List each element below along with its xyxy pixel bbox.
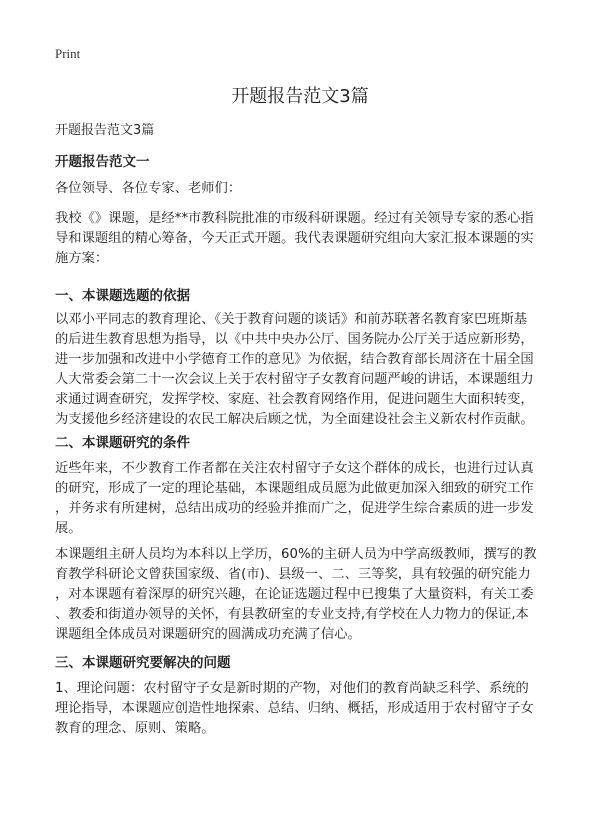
line: ，并务求有所建树，总结出成功的经验并推而广之，促进学生综合素质的进一步发 bbox=[55, 501, 534, 516]
paragraph-2 bbox=[55, 310, 534, 430]
paragraph-4 bbox=[55, 545, 537, 645]
line: 本课题组主研人员均为本科以上学历，60%的主研人员为中学高级教师，撰写的教 bbox=[55, 547, 537, 562]
greeting: 各位领导、各位专家、老师们： bbox=[55, 181, 242, 196]
line: ，对本课题有着深厚的研究兴趣，在论证选题过程中已搜集了大量资料，有关工委 bbox=[55, 587, 534, 602]
line: 施方案： bbox=[55, 251, 109, 266]
line: 、教委和街道办领导的关怀，有县教研室的专业支持,有学校在人力物力的保证,本 bbox=[55, 607, 529, 622]
line: 1、理论问题：农村留守子女是新时期的产物，对他们的教育尚缺乏科学、系统的 bbox=[55, 681, 529, 696]
subtitle: 开题报告范文3篇 bbox=[55, 123, 155, 138]
line: 近些年来，不少教育工作者都在关注农村留守子女这个群体的成长，也进行过认真 bbox=[55, 461, 534, 476]
line: 求通过调查研究，发挥学校、家庭、社会教育网络作用，促进问题生大面积转变， bbox=[55, 392, 534, 407]
heading-1: 一、本课题选题的依据 bbox=[55, 288, 190, 304]
line: 育教学科研论文曾获国家级、省(市)、县级一、二、三等奖，具有较强的研究能力 bbox=[55, 567, 531, 582]
line: 的后进生教育思想为指导，以《中共中央办公厅、国务院办公厅关于适应新形势， bbox=[55, 332, 534, 347]
line: 为支援他乡经济建设的农民工解决后顾之忧，为全面建设社会主义新农村作贡献。 bbox=[55, 412, 534, 427]
line: 人大常委会第二十一次会议上关于农村留守子女教育问题严峻的讲话，本课题组力 bbox=[55, 372, 534, 387]
line: 进一步加强和改进中小学德育工作的意见》为依据，结合教育部长周济在十届全国 bbox=[55, 352, 534, 367]
line: 理论指导，本课题应创造性地探索、总结、归纳、概括，形成适用于农村留守子女 bbox=[55, 701, 534, 716]
line: 课题组全体成员对课题研究的圆满成功充满了信心。 bbox=[55, 627, 361, 642]
line: 教育的理念、原则、策略。 bbox=[55, 721, 215, 736]
heading-main: 开题报告范文一 bbox=[55, 154, 150, 170]
page-title: 开题报告范文3篇 bbox=[231, 86, 369, 107]
line: 以邓小平同志的教育理论、《关于教育问题的谈话》和前苏联著名教育家巴班斯基 bbox=[55, 312, 528, 327]
paragraph-3 bbox=[55, 459, 534, 539]
paragraph-1 bbox=[55, 209, 534, 269]
heading-2: 二、本课题研究的条件 bbox=[55, 435, 190, 451]
line: 导和课题组的精心筹备，今天正式开题。我代表课题研究组向大家汇报本课题的实 bbox=[55, 231, 534, 246]
print-link[interactable]: Print bbox=[55, 46, 81, 61]
paragraph-5 bbox=[55, 679, 534, 739]
line: 我校《》课题，是经**市教科院批准的市级科研课题。经过有关领导专家的悉心指 bbox=[55, 211, 534, 226]
heading-3: 三、本课题研究要解决的问题 bbox=[55, 655, 231, 671]
line: 展。 bbox=[55, 521, 82, 536]
line: 的研究，形成了一定的理论基础，本课题组成员愿为此做更加深入细致的研究工作 bbox=[55, 481, 534, 496]
